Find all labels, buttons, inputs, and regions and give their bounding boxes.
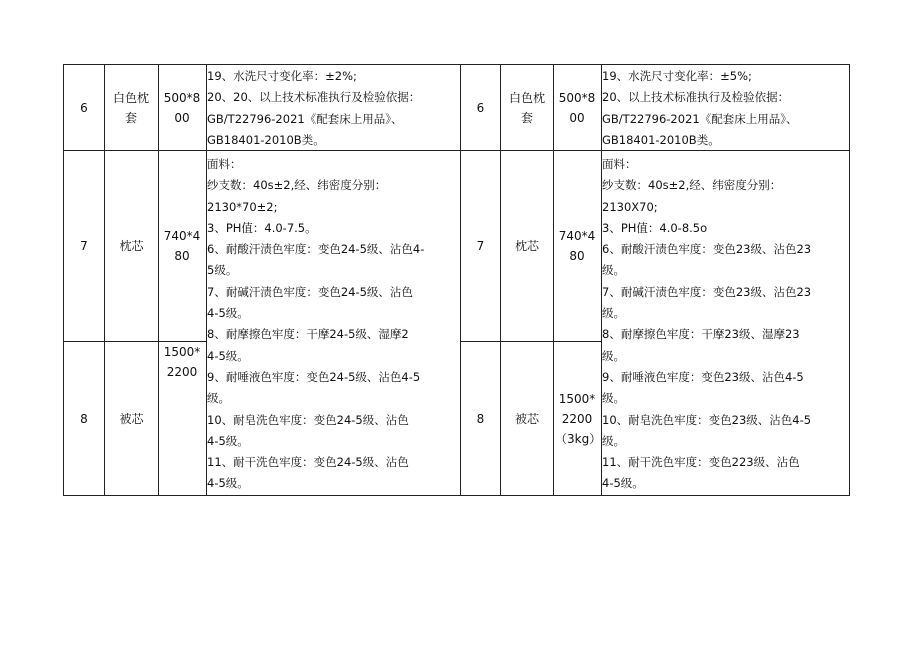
item-number: 6 (80, 100, 88, 115)
row-divider (206, 150, 460, 151)
spec-line: 3、PH值：4.0-8.5o (602, 220, 708, 235)
spec-line: 2130*70±2; (207, 199, 278, 214)
spec-line: 5级。 (207, 263, 238, 278)
spec-line: 面料： (207, 157, 242, 171)
spec-line: GB/T22796-2021《配套床上用品》、 (602, 111, 798, 126)
item-name: 枕芯 (514, 239, 539, 253)
col-divider (553, 64, 554, 496)
spec-line: 级。 (602, 348, 625, 363)
spec-line: 11、耐干洗色牢度：变色223级、沾色 (602, 455, 800, 470)
item-name: 被芯 (119, 411, 144, 426)
spec-line: 4-5级。 (207, 348, 249, 363)
spec-line: 20、20、以上技术标准执行及检验依据： (207, 90, 421, 105)
item-number: 8 (476, 411, 485, 426)
item-number: 7 (476, 239, 485, 253)
row-divider (601, 150, 850, 151)
spec-text-bottom (602, 154, 848, 494)
spec-table (63, 64, 850, 496)
spec-line: 8、耐摩擦色牢度：干摩24-5级、湿摩2 (207, 327, 409, 342)
spec-line: 11、耐干洗色牢度：变色24-5级、沾色 (207, 455, 409, 470)
item-size: 500*800 (163, 90, 201, 125)
spec-line: 19、水洗尺寸变化率：±5%; (602, 69, 752, 83)
col-divider (158, 64, 159, 496)
spec-line: 4-5级。 (207, 306, 249, 321)
spec-line: 级。 (602, 306, 625, 321)
spec-line: 19、水洗尺寸变化率：±2%; (207, 69, 357, 83)
item-name: 白色枕套 (509, 90, 546, 125)
item-size: 500*800 (558, 90, 596, 125)
item-name: 被芯 (514, 411, 539, 426)
item-size: 1500*2200 (163, 345, 201, 379)
item-number: 6 (476, 100, 485, 115)
spec-line: 级。 (207, 391, 230, 406)
item-size: 740*480 (163, 229, 201, 263)
spec-line: 4-5级。 (207, 433, 249, 448)
item-number: 7 (80, 239, 88, 253)
col-divider (849, 64, 850, 496)
item-number: 8 (80, 411, 88, 426)
spec-line: 面料： (602, 157, 637, 171)
spec-text-top (207, 66, 459, 150)
spec-line: 级。 (602, 263, 625, 278)
spec-line: 9、耐唾液色牢度：变色23级、沾色4-5 (602, 369, 804, 384)
spec-line: 7、耐碱汗渍色牢度：变色24-5级、沾色 (207, 284, 413, 299)
spec-line: GB18401-2010B类。 (602, 132, 720, 147)
spec-line: 20、以上技术标准执行及检验依据： (602, 90, 790, 105)
spec-line: 级。 (602, 391, 625, 406)
item-size: 740*480 (558, 229, 596, 263)
spec-line: 6、耐酸汗渍色牢度：变色24-5级、沾色4- (207, 242, 425, 257)
spec-line: 级。 (602, 433, 625, 448)
spec-line: GB18401-2010B类。 (207, 132, 325, 147)
spec-text-top (602, 66, 848, 150)
item-name: 枕芯 (119, 239, 144, 253)
spec-line: 纱支数：40s±2,经、纬密度分别： (602, 178, 782, 193)
spec-line: GB/T22796-2021《配套床上用品》、 (207, 111, 403, 126)
spec-line: 8、耐摩擦色牢度：干摩23级、湿摩23 (602, 327, 800, 342)
item-size: 1500*2200（3kg） (555, 391, 602, 446)
item-name: 白色枕套 (113, 90, 150, 125)
spec-line: 4-5级。 (207, 476, 249, 491)
spec-line: 4-5级。 (602, 476, 644, 491)
spec-line: 纱支数：40s±2,经、纬密度分别： (207, 178, 387, 193)
spec-line: 10、耐皂洗色牢度：变色23级、沾色4-5 (602, 412, 812, 427)
spec-line: 10、耐皂洗色牢度：变色24-5级、沾色 (207, 412, 409, 427)
table-border-bottom (63, 495, 850, 496)
spec-text-bottom (207, 154, 459, 494)
spec-line: 3、PH值：4.0-7.5。 (207, 220, 317, 235)
spec-line: 7、耐碱汗渍色牢度：变色23级、沾色23 (602, 284, 812, 299)
spec-line: 9、耐唾液色牢度：变色24-5级、沾色4-5 (207, 369, 421, 384)
spec-line: 2130X70; (602, 199, 658, 214)
spec-line: 6、耐酸汗渍色牢度：变色23级、沾色23 (602, 242, 812, 257)
